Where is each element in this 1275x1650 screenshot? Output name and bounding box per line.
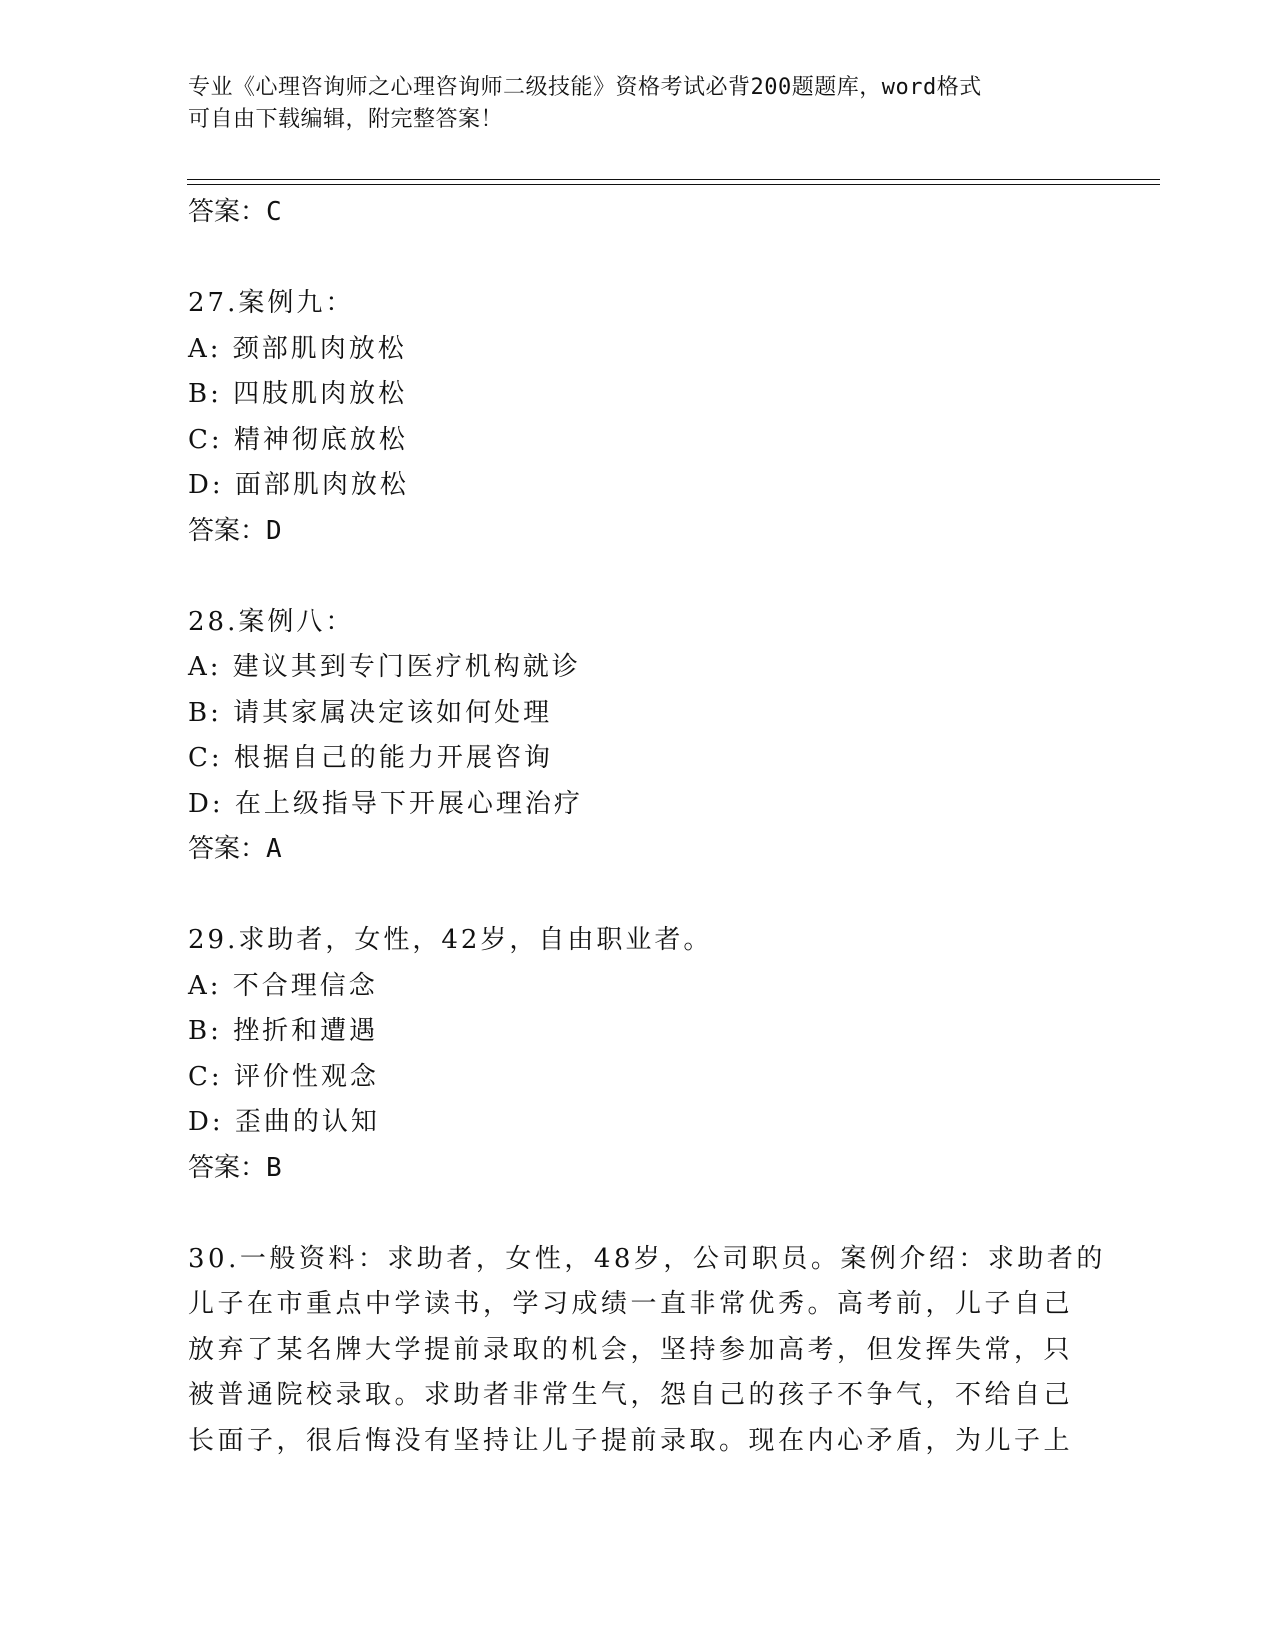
question-stem: 28.案例八： — [188, 606, 355, 637]
question-paragraph-line: 长面子，很后悔没有坚持让儿子提前录取。现在内心矛盾，为儿子上 — [188, 1425, 1074, 1456]
option-c: C: 评价性观念 — [188, 1061, 379, 1092]
header-divider — [187, 179, 1160, 185]
header-line-2: 可自由下载编辑，附完整答案！ — [188, 107, 504, 132]
option-b: B: 挫折和遭遇 — [188, 1016, 379, 1046]
option-b: B: 请其家属决定该如何处理 — [188, 697, 553, 728]
question-paragraph-line: 30.一般资料：求助者，女性，48岁，公司职员。案例介绍：求助者的 — [188, 1243, 1106, 1274]
question-paragraph-line: 儿子在市重点中学读书，学习成绩一直非常优秀。高考前，儿子自己 — [188, 1289, 1074, 1319]
question-29 — [188, 918, 1088, 1191]
option-d: D: 歪曲的认知 — [188, 1107, 380, 1137]
option-a: A: 建议其到专门医疗机构就诊 — [188, 652, 581, 682]
option-a: A: 颈部肌肉放松 — [188, 333, 407, 364]
question-stem: 27.案例九： — [188, 288, 355, 318]
option-c: C: 精神彻底放松 — [188, 424, 408, 455]
answer-label: 答案：D — [188, 515, 282, 546]
option-a: A: 不合理信念 — [188, 970, 378, 1001]
spacer — [188, 554, 1088, 600]
answer-label: 答案：C — [188, 197, 282, 227]
question-paragraph-line: 被普通院校录取。求助者非常生气，怨自己的孩子不争气，不给自己 — [188, 1380, 1074, 1410]
option-b: B: 四肢肌肉放松 — [188, 379, 408, 409]
answer-label: 答案：A — [188, 834, 282, 864]
header-line-1: 专业《心理咨询师之心理咨询师二级技能》资格考试必背200题题库，word格式 — [188, 75, 982, 100]
spacer — [188, 873, 1088, 919]
question-28 — [188, 600, 1088, 873]
spacer — [188, 1191, 1088, 1237]
question-27 — [188, 281, 1088, 554]
option-d: D: 面部肌肉放松 — [188, 470, 409, 500]
question-30 — [188, 1237, 1106, 1465]
option-d: D: 在上级指导下开展心理治疗 — [188, 788, 583, 819]
document-header — [188, 72, 1088, 136]
question-list — [188, 190, 1106, 1464]
question-stem: 29.求助者，女性，42岁，自由职业者。 — [188, 925, 713, 955]
answer-label: 答案：B — [188, 1152, 282, 1183]
spacer — [188, 236, 1088, 282]
question-paragraph-line: 放弃了某名牌大学提前录取的机会，坚持参加高考，但发挥失常，只 — [188, 1334, 1074, 1365]
option-c: C: 根据自己的能力开展咨询 — [188, 743, 553, 773]
